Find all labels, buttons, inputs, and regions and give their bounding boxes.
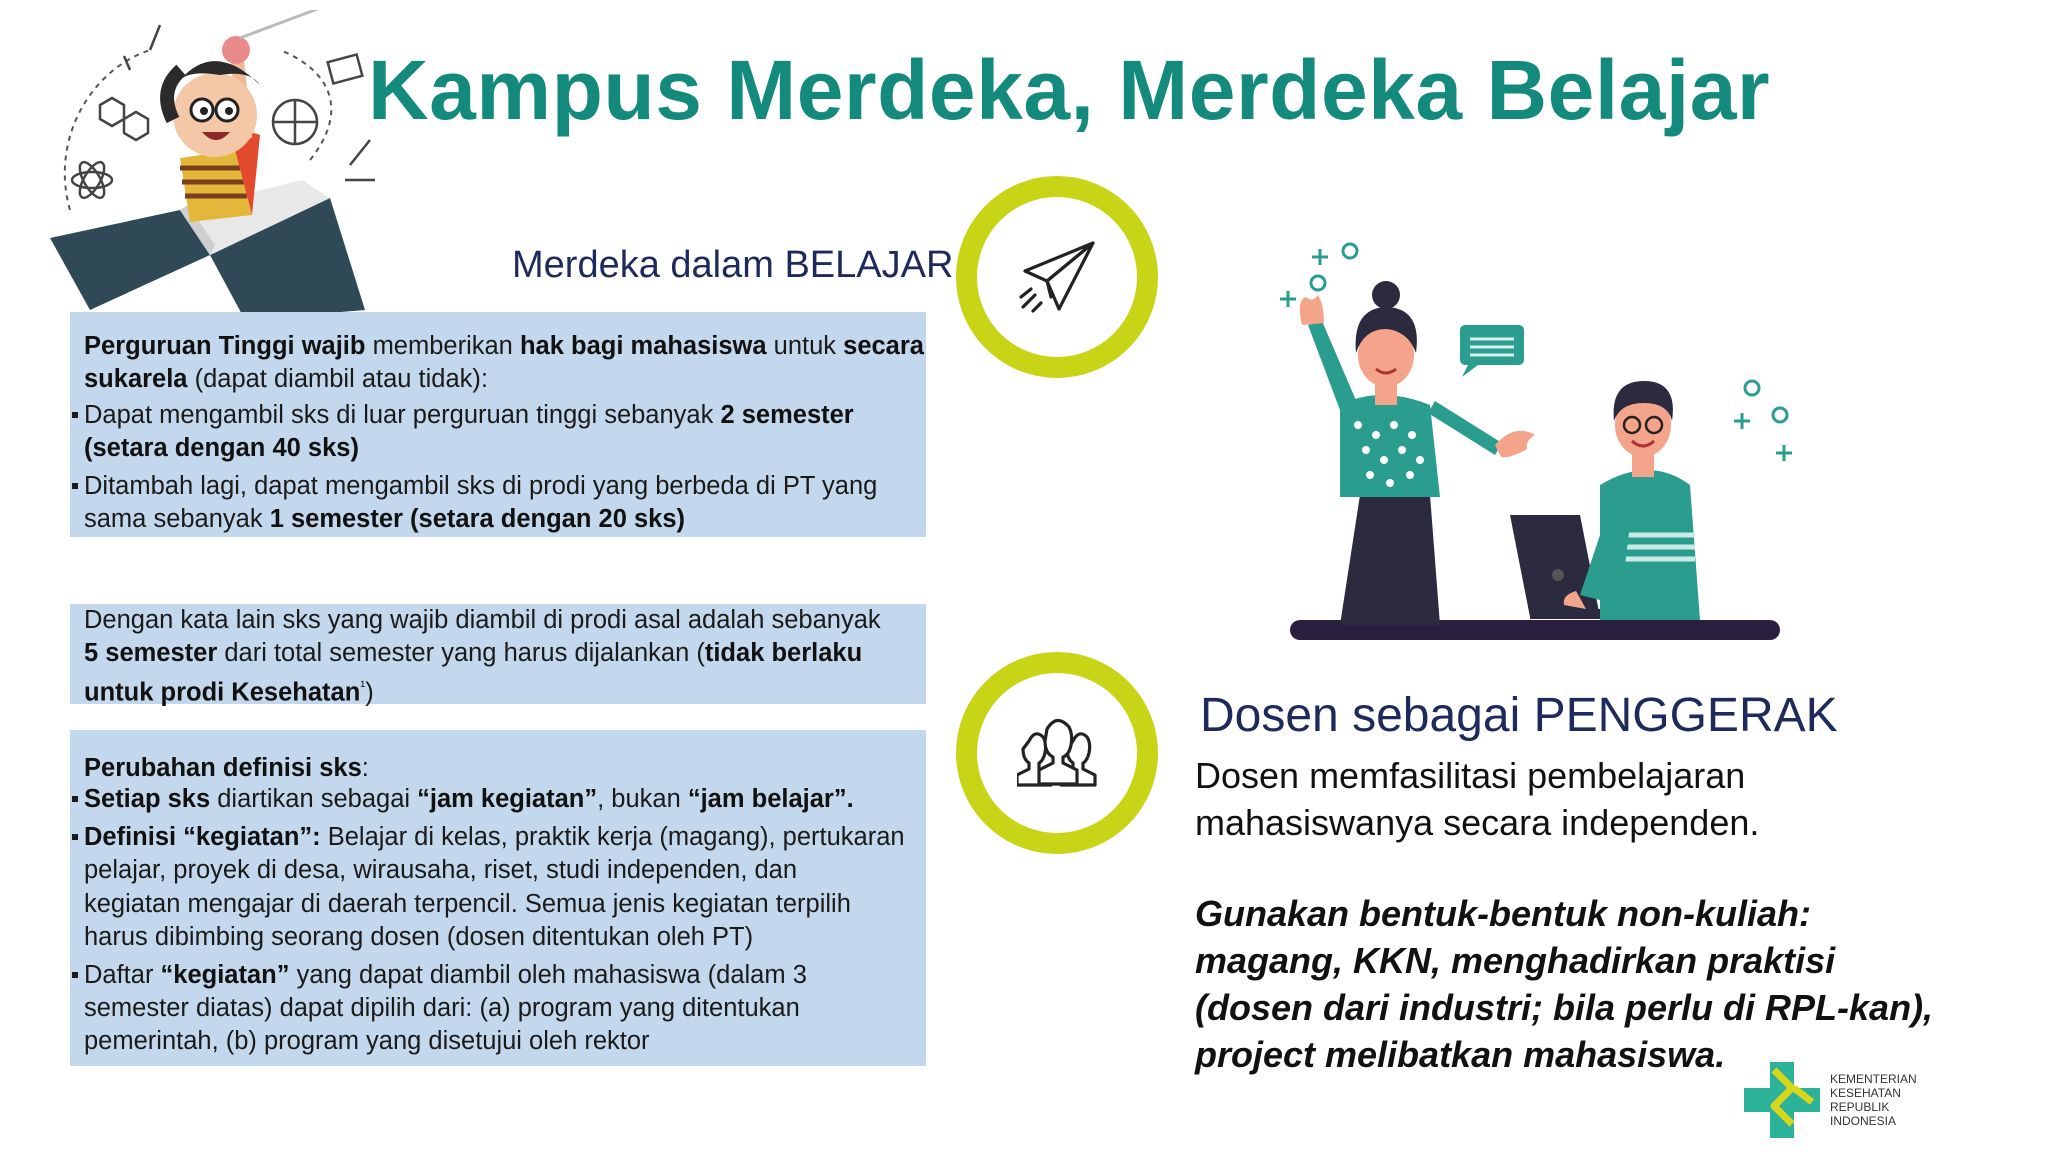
right-italic-text xyxy=(1195,890,1933,1078)
right-italic-line: (dosen dari industri; bila perlu di RPL-kan), xyxy=(1195,987,1934,1028)
box3-bullet3-line: pemerintah, (b) program yang disetujui oleh rektor xyxy=(84,1027,650,1055)
info-box-hak-mahasiswa xyxy=(70,312,926,537)
logo-text-line: KEMENTERIAN xyxy=(1830,1072,1917,1086)
right-italic-line: project melibatkan mahasiswa. xyxy=(1195,1034,1726,1075)
right-body-line: mahasiswanya secara independen. xyxy=(1195,802,1760,843)
box3-bullet2-line: pelajar, proyek di desa, wirausaha, riset, studi independen, dan xyxy=(84,856,798,884)
box2-line: Dengan kata lain sks yang wajib diambil di prodi asal adalah sebanyak xyxy=(84,606,881,634)
box3-bullet2-line: harus dibimbing seorang dosen (dosen ditentukan oleh PT) xyxy=(84,923,754,951)
bullet-icon xyxy=(72,972,78,978)
box2-line: untuk prodi Kesehatan$^{^1}$) xyxy=(84,678,374,707)
logo-text-line: KESEHATAN xyxy=(1830,1086,1901,1100)
bullet-icon xyxy=(72,796,78,802)
kemenkes-logo-text xyxy=(1830,1072,1917,1128)
page-title: Kampus Merdeka, Merdeka Belajar xyxy=(368,43,1771,137)
right-italic-line: Gunakan bentuk-bentuk non-kuliah: xyxy=(1195,893,1812,934)
box2-line: 5 semester dari total semester yang harus dijalankan (tidak berlaku xyxy=(84,639,863,667)
box1-bullet1-line: Dapat mengambil sks di luar perguruan tinggi sebanyak 2 semester xyxy=(84,401,854,429)
bullet-icon xyxy=(72,412,78,418)
box1-bullet2-line: sama sebanyak 1 semester (setara dengan 20 sks) xyxy=(84,505,685,533)
info-box-definisi-sks xyxy=(70,730,926,1066)
box3-bullet2-line: Definisi “kegiatan”: Belajar di kelas, praktik kerja (magang), pertukaran xyxy=(84,823,905,851)
right-heading: Dosen sebagai PENGGERAK xyxy=(1200,689,1838,742)
logo-text-line: INDONESIA xyxy=(1830,1114,1897,1128)
box3-heading: Perubahan definisi sks: xyxy=(84,754,369,782)
left-subheading: Merdeka dalam BELAJAR xyxy=(512,244,954,286)
paper-plane-icon xyxy=(1017,237,1097,317)
paper-plane-badge xyxy=(956,176,1158,378)
box3-bullet3-line: semester diatas) dapat dipilih dari: (a) program yang ditentukan xyxy=(84,994,800,1022)
box1-intro-line: sukarela (dapat diambil atau tidak): xyxy=(84,365,488,393)
right-italic-line: magang, KKN, menghadirkan praktisi xyxy=(1195,940,1836,981)
right-body-line: Dosen memfasilitasi pembelajaran xyxy=(1195,755,1746,796)
info-box-sks-wajib xyxy=(70,604,926,707)
box1-intro-line: Perguruan Tinggi wajib memberikan hak bagi mahasiswa untuk secara xyxy=(84,332,924,360)
right-body-text xyxy=(1195,752,1759,846)
box1-bullet1-line: (setara dengan 40 sks) xyxy=(84,434,359,462)
box3-bullet1-line: Setiap sks diartikan sebagai “jam kegiatan”, bukan “jam belajar”. xyxy=(84,785,854,813)
bullet-icon xyxy=(72,834,78,840)
box3-bullet3-line: Daftar “kegiatan” yang dapat diambil oleh mahasiswa (dalam 3 xyxy=(84,961,807,989)
logo-text-line: REPUBLIK xyxy=(1830,1100,1890,1114)
teacher-and-student-laptop-illustration xyxy=(1280,235,1820,645)
people-group-icon xyxy=(1017,713,1097,793)
bullet-icon xyxy=(72,483,78,489)
box3-bullet2-line: kegiatan mengajar di daerah terpencil. Semua jenis kegiatan terpilih xyxy=(84,890,851,918)
kemenkes-logo-icon xyxy=(1740,1058,1824,1142)
people-group-badge xyxy=(956,652,1158,854)
box1-bullet2-line: Ditambah lagi, dapat mengambil sks di prodi yang berbeda di PT yang xyxy=(84,472,878,500)
student-reading-book-illustration xyxy=(30,10,400,320)
